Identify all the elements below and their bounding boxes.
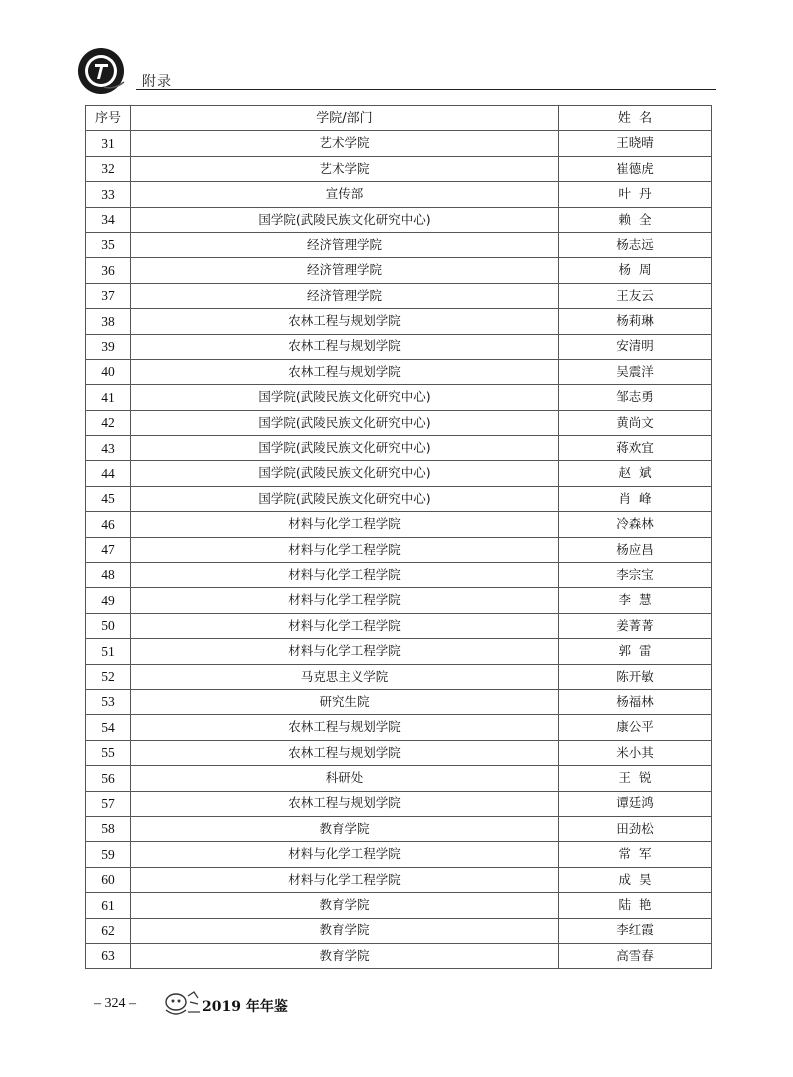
- row-number: 58: [86, 816, 131, 841]
- section-title: 附录: [142, 74, 172, 90]
- row-name: 陆 艳: [559, 893, 712, 918]
- row-name: 王 锐: [559, 766, 712, 791]
- table-row: [86, 334, 712, 359]
- row-department: 材料与化学工程学院: [131, 563, 559, 588]
- row-name: 吴震洋: [559, 359, 712, 384]
- row-number: 62: [86, 918, 131, 943]
- row-department: 国学院(武陵民族文化研究中心): [131, 207, 559, 232]
- table-row: [86, 461, 712, 486]
- personnel-table-wrapper: [85, 105, 711, 975]
- row-department: 马克思主义学院: [131, 664, 559, 689]
- row-name: 康公平: [559, 715, 712, 740]
- row-number: 32: [86, 156, 131, 181]
- row-name: 常 军: [559, 842, 712, 867]
- row-number: 38: [86, 309, 131, 334]
- row-number: 49: [86, 588, 131, 613]
- table-row: [86, 715, 712, 740]
- column-header-number: 序号: [86, 106, 131, 131]
- table-row: [86, 842, 712, 867]
- row-department: 农林工程与规划学院: [131, 309, 559, 334]
- table-row: [86, 639, 712, 664]
- table-row: [86, 410, 712, 435]
- row-number: 33: [86, 182, 131, 207]
- yearbook-label: 2019 年年鉴: [202, 999, 288, 1015]
- table-row: [86, 182, 712, 207]
- row-number: 43: [86, 436, 131, 461]
- row-number: 37: [86, 283, 131, 308]
- row-number: 34: [86, 207, 131, 232]
- table-row: [86, 791, 712, 816]
- row-name: 冷森林: [559, 512, 712, 537]
- row-number: 54: [86, 715, 131, 740]
- row-number: 59: [86, 842, 131, 867]
- row-number: 50: [86, 613, 131, 638]
- table-body: [86, 131, 712, 969]
- row-number: 56: [86, 766, 131, 791]
- column-header-name: 姓 名: [559, 106, 712, 131]
- row-name: 黄尚文: [559, 410, 712, 435]
- page-header: [74, 44, 710, 92]
- row-department: 农林工程与规划学院: [131, 791, 559, 816]
- row-name: 李宗宝: [559, 563, 712, 588]
- row-department: 农林工程与规划学院: [131, 740, 559, 765]
- row-number: 31: [86, 131, 131, 156]
- table-row: [86, 486, 712, 511]
- row-name: 姜菁菁: [559, 613, 712, 638]
- table-row: [86, 232, 712, 257]
- row-department: 国学院(武陵民族文化研究中心): [131, 461, 559, 486]
- row-name: 安清明: [559, 334, 712, 359]
- table-row: [86, 512, 712, 537]
- table-row: [86, 867, 712, 892]
- row-name: 杨福林: [559, 689, 712, 714]
- table-row: [86, 436, 712, 461]
- row-department: 农林工程与规划学院: [131, 715, 559, 740]
- table-row: [86, 893, 712, 918]
- row-name: 陈开敏: [559, 664, 712, 689]
- row-name: 高雪春: [559, 943, 712, 968]
- row-department: 经济管理学院: [131, 232, 559, 257]
- row-number: 51: [86, 639, 131, 664]
- header-rule: [136, 89, 716, 90]
- row-number: 55: [86, 740, 131, 765]
- row-name: 杨志远: [559, 232, 712, 257]
- table-row: [86, 537, 712, 562]
- row-number: 41: [86, 385, 131, 410]
- page-number: – 324 –: [94, 996, 136, 1011]
- row-department: 国学院(武陵民族文化研究中心): [131, 410, 559, 435]
- row-name: 李红霞: [559, 918, 712, 943]
- row-number: 52: [86, 664, 131, 689]
- row-department: 经济管理学院: [131, 258, 559, 283]
- row-department: 农林工程与规划学院: [131, 334, 559, 359]
- row-number: 40: [86, 359, 131, 384]
- row-number: 63: [86, 943, 131, 968]
- row-number: 44: [86, 461, 131, 486]
- row-department: 国学院(武陵民族文化研究中心): [131, 385, 559, 410]
- row-department: 艺术学院: [131, 156, 559, 181]
- row-name: 邹志勇: [559, 385, 712, 410]
- table-row: [86, 664, 712, 689]
- row-number: 45: [86, 486, 131, 511]
- row-number: 53: [86, 689, 131, 714]
- table-row: [86, 563, 712, 588]
- table-row: [86, 588, 712, 613]
- row-department: 教育学院: [131, 893, 559, 918]
- mascot-icon: [160, 990, 202, 1018]
- column-header-department: 学院/部门: [131, 106, 559, 131]
- row-name: 肖 峰: [559, 486, 712, 511]
- table-row: [86, 918, 712, 943]
- table-row: [86, 131, 712, 156]
- personnel-table: [85, 105, 712, 969]
- row-department: 经济管理学院: [131, 283, 559, 308]
- table-row: [86, 385, 712, 410]
- row-department: 研究生院: [131, 689, 559, 714]
- row-name: 崔德虎: [559, 156, 712, 181]
- university-seal-icon: [74, 46, 130, 96]
- row-department: 材料与化学工程学院: [131, 842, 559, 867]
- table-row: [86, 689, 712, 714]
- row-name: 谭廷鸿: [559, 791, 712, 816]
- row-name: 赖 全: [559, 207, 712, 232]
- row-number: 36: [86, 258, 131, 283]
- row-department: 国学院(武陵民族文化研究中心): [131, 486, 559, 511]
- row-number: 39: [86, 334, 131, 359]
- table-row: [86, 359, 712, 384]
- row-name: 杨莉琳: [559, 309, 712, 334]
- table-row: [86, 283, 712, 308]
- row-department: 材料与化学工程学院: [131, 537, 559, 562]
- row-name: 米小其: [559, 740, 712, 765]
- table-header-row: [86, 106, 712, 131]
- row-department: 国学院(武陵民族文化研究中心): [131, 436, 559, 461]
- row-department: 材料与化学工程学院: [131, 613, 559, 638]
- row-department: 材料与化学工程学院: [131, 588, 559, 613]
- row-number: 48: [86, 563, 131, 588]
- row-department: 材料与化学工程学院: [131, 867, 559, 892]
- table-row: [86, 258, 712, 283]
- row-department: 材料与化学工程学院: [131, 639, 559, 664]
- table-row: [86, 156, 712, 181]
- row-department: 教育学院: [131, 918, 559, 943]
- row-name: 杨 周: [559, 258, 712, 283]
- row-department: 农林工程与规划学院: [131, 359, 559, 384]
- row-department: 材料与化学工程学院: [131, 512, 559, 537]
- row-name: 杨应昌: [559, 537, 712, 562]
- row-department: 科研处: [131, 766, 559, 791]
- table-row: [86, 207, 712, 232]
- row-number: 46: [86, 512, 131, 537]
- row-number: 60: [86, 867, 131, 892]
- row-name: 叶 丹: [559, 182, 712, 207]
- row-name: 王晓晴: [559, 131, 712, 156]
- table-row: [86, 766, 712, 791]
- row-number: 42: [86, 410, 131, 435]
- table-row: [86, 740, 712, 765]
- row-number: 61: [86, 893, 131, 918]
- row-number: 35: [86, 232, 131, 257]
- row-name: 蒋欢宜: [559, 436, 712, 461]
- row-department: 教育学院: [131, 816, 559, 841]
- row-number: 47: [86, 537, 131, 562]
- row-name: 李 慧: [559, 588, 712, 613]
- row-name: 赵 斌: [559, 461, 712, 486]
- row-department: 宣传部: [131, 182, 559, 207]
- row-number: 57: [86, 791, 131, 816]
- row-name: 成 昊: [559, 867, 712, 892]
- table-row: [86, 613, 712, 638]
- row-name: 王友云: [559, 283, 712, 308]
- row-department: 艺术学院: [131, 131, 559, 156]
- row-department: 教育学院: [131, 943, 559, 968]
- table-row: [86, 309, 712, 334]
- row-name: 郭 雷: [559, 639, 712, 664]
- table-row: [86, 943, 712, 968]
- row-name: 田劲松: [559, 816, 712, 841]
- table-row: [86, 816, 712, 841]
- page-footer: [94, 990, 394, 1020]
